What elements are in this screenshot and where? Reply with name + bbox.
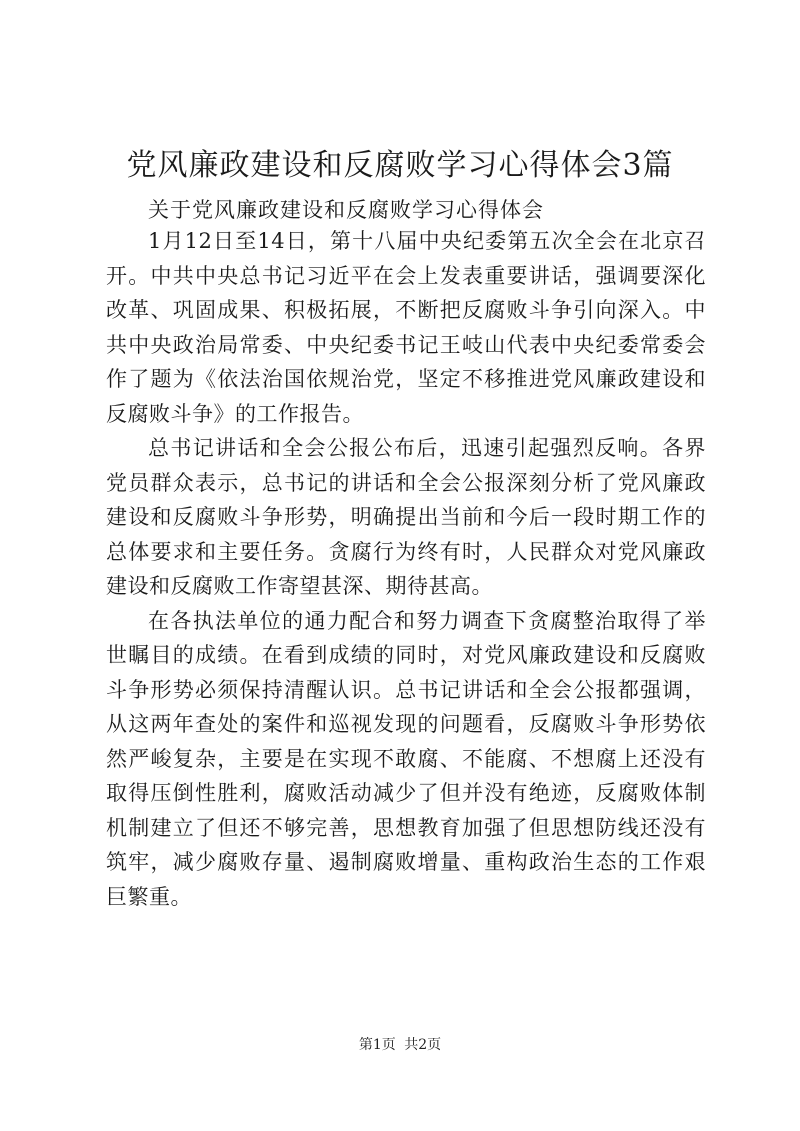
document-title: 党风廉政建设和反腐败学习心得体会3篇 <box>126 148 674 183</box>
page-total: 共2页 <box>404 1037 442 1053</box>
page-footer <box>0 1034 800 1054</box>
paragraph-1: 1月12日至14日，第十八届中央纪委第五次全会在北京召开。中共中央总书记习近平在会上发表重要讲话，强调要深化改革、巩固成果、积极拓展，不断把反腐败斗争引向深入。中共中央政治局常委、中央纪委书记王岐山代表中央纪委常委会作了题为《依法治国依规治党，坚定不移推进党风廉政建设和反腐败斗争》的工作报告。 <box>106 229 706 426</box>
paragraph-2: 总书记讲话和全会公报公布后，迅速引起强烈反响。各界党员群众表示，总书记的讲话和全会公报深刻分析了党风廉政建设和反腐败斗争形势，明确提出当前和今后一段时期工作的总体要求和主要任务。贪腐行为终有时，人民群众对党风廉政建设和反腐败工作寄望甚深、期待甚高。 <box>106 436 706 598</box>
paragraph-3: 在各执法单位的通力配合和努力调查下贪腐整治取得了举世瞩目的成绩。在看到成绩的同时，对党风廉政建设和反腐败斗争形势必须保持清醒认识。总书记讲话和全会公报都强调，从这两年查处的案件和巡视发现的问题看，反腐败斗争形势依然严峻复杂，主要是在实现不敢腐、不能腐、不想腐上还没有取得压倒性胜利，腐败活动减少了但并没有绝迹，反腐败体制机制建立了但还不够完善，思想教育加强了但思想防线还没有筑牢，减少腐败存量、遏制腐败增量、重构政治生态的工作艰巨繁重。 <box>106 608 706 909</box>
page-number: 第1页 <box>358 1037 396 1053</box>
document-subtitle: 关于党风廉政建设和反腐败学习心得体会 <box>148 198 544 222</box>
document-body <box>106 224 706 914</box>
